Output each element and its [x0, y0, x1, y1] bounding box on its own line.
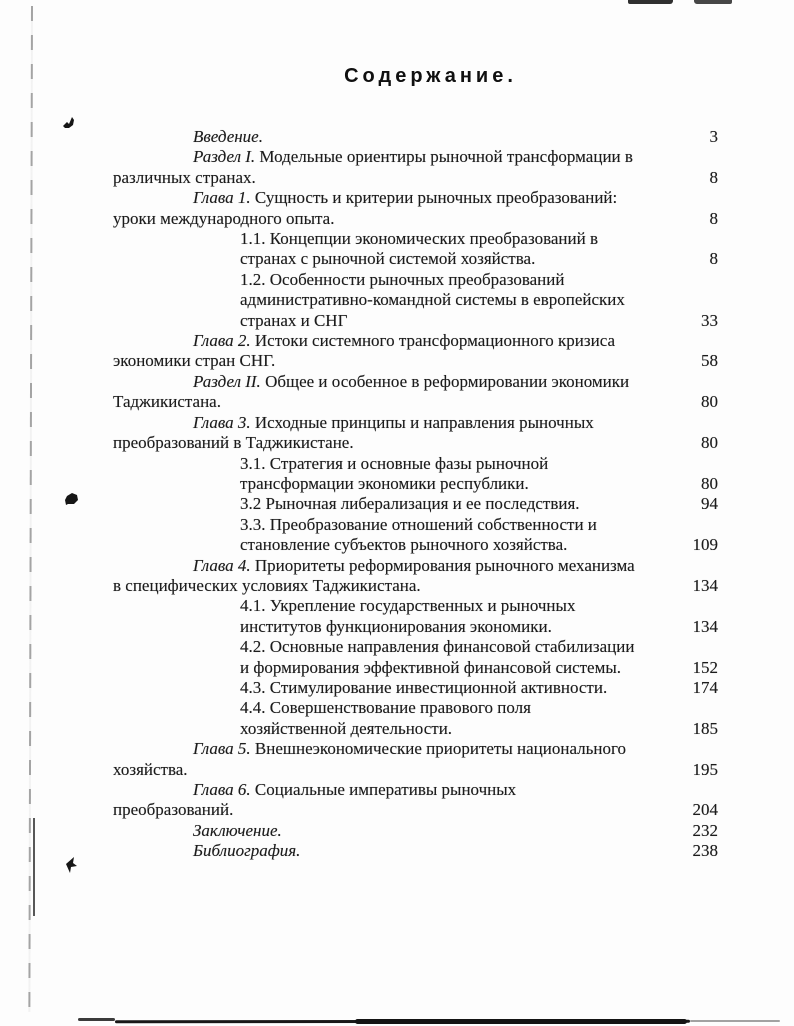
toc-entry [113, 331, 718, 372]
toc-entry-line: преобразований в Таджикистане. [113, 433, 354, 453]
toc-entry-line [113, 841, 718, 861]
table-of-contents [113, 127, 718, 862]
scan-left-edge-line-dark-segment [33, 818, 35, 916]
toc-entry-label: Библиография. [193, 841, 301, 861]
toc-entry-line: преобразований. [113, 800, 234, 820]
toc-entry-line: 1.1. Концепции экономических преобразований в [240, 229, 598, 249]
toc-entry-line: Глава 5. Внешнеэкономические приоритеты национального [193, 739, 627, 759]
toc-entry-line: в специфических условиях Таджикистана. [113, 575, 421, 595]
toc-entry [113, 637, 718, 678]
toc-entry-line: 3.3. Преобразование отношений собственности и [240, 514, 597, 534]
toc-entry-line: странах с рыночной системой хозяйства. [240, 249, 536, 269]
toc-page-number: 8 [709, 167, 718, 187]
toc-entry [113, 413, 718, 454]
toc-page-number: 238 [692, 841, 718, 861]
toc-page-number: 109 [692, 535, 718, 555]
toc-page-number: 8 [709, 208, 718, 228]
toc-entry-line: Раздел I. Модельные ориентиры рыночной трансформации в [193, 147, 633, 167]
toc-entry [113, 127, 718, 147]
toc-entry-line: Глава 1. Сущность и критерии рыночных преобразований: [193, 188, 618, 208]
toc-entry-label: Раздел II. [193, 371, 261, 391]
toc-entry [113, 270, 718, 331]
toc-entry-line: уроки международного опыта. [113, 208, 335, 228]
scan-bottom-dash [78, 1018, 115, 1021]
toc-page-number: 232 [692, 820, 718, 840]
toc-entry-label: Введение. [193, 127, 263, 146]
ink-blot-icon [64, 492, 79, 507]
toc-entry [113, 821, 718, 841]
toc-entry-line: административно-командной системы в европейских [240, 290, 625, 310]
toc-entry [113, 678, 718, 698]
toc-page-number: 134 [692, 575, 718, 595]
toc-entry-line: Глава 3. Исходные принципы и направления рыночных [193, 412, 594, 432]
toc-entry [113, 188, 718, 229]
toc-entry [113, 515, 718, 556]
toc-page-number: 152 [692, 657, 718, 677]
toc-entry [113, 698, 718, 739]
toc-entry-line: Глава 4. Приоритеты реформирования рыночного механизма [193, 555, 635, 575]
toc-entry-label: Заключение. [193, 820, 282, 840]
toc-entry-label: Глава 4. [193, 555, 251, 575]
toc-entry-line: Таджикистана. [113, 392, 221, 412]
toc-entry [113, 454, 718, 495]
ink-blot-icon [62, 116, 76, 130]
toc-page-number: 195 [692, 759, 718, 779]
toc-page-number: 58 [701, 351, 718, 371]
toc-entry [113, 780, 718, 821]
toc-page-number: 80 [701, 433, 718, 453]
toc-entry-line: 4.1. Укрепление государственных и рыночных [240, 596, 576, 616]
toc-page-number: 185 [692, 718, 718, 738]
scan-top-mark-2 [694, 0, 732, 4]
toc-entry-line: 3.1. Стратегия и основные фазы рыночной [240, 453, 549, 473]
toc-entry-line: хозяйства. [113, 759, 188, 779]
toc-entry-line: Глава 6. Социальные императивы рыночных [193, 780, 517, 799]
toc-entry-line: 4.2. Основные направления финансовой стабилизации [240, 637, 635, 657]
toc-entry-line: Глава 2. Истоки системного трансформационного кризиса [193, 331, 615, 351]
scan-bottom-line-thick-segment [355, 1019, 687, 1024]
toc-page-number: 204 [692, 800, 718, 820]
scan-top-mark-1 [628, 0, 673, 4]
toc-entry [113, 372, 718, 413]
toc-page-number: 80 [701, 392, 718, 412]
toc-entry-line: 1.2. Особенности рыночных преобразований [240, 269, 565, 289]
page-content [113, 64, 718, 862]
toc-entry [113, 556, 718, 597]
ink-blot-icon [64, 856, 78, 874]
page-title: Содержание. [344, 65, 517, 87]
toc-entry-label: Глава 6. [193, 780, 251, 799]
toc-page-number: 80 [701, 473, 718, 493]
toc-page-number: 3 [709, 127, 718, 146]
toc-entry-line: странах и СНГ [240, 310, 348, 330]
scan-bottom-line-tail [690, 1020, 780, 1022]
toc-entry-line: экономики стран СНГ. [113, 351, 276, 371]
toc-entry-line: институтов функционирования экономики. [240, 616, 552, 636]
toc-page-number: 174 [692, 677, 718, 697]
toc-entry [113, 229, 718, 270]
toc-entry-line [113, 821, 718, 841]
toc-entry-line: различных странах. [113, 167, 256, 187]
toc-entry-line [113, 127, 718, 147]
toc-page-number: 33 [701, 310, 718, 330]
toc-entry-line: 3.2 Рыночная либерализация и ее последствия. [240, 494, 580, 514]
toc-entry-line: становление субъектов рыночного хозяйства. [240, 535, 568, 555]
toc-entry-line: хозяйственной деятельности. [240, 718, 453, 738]
toc-entry-line: Раздел II. Общее и особенное в реформировании экономики [193, 371, 630, 391]
toc-entry-label: Глава 3. [193, 412, 251, 432]
toc-entry-label: Глава 5. [193, 739, 251, 759]
toc-entry [113, 494, 718, 514]
toc-entry [113, 147, 718, 188]
toc-page-number: 8 [709, 249, 718, 269]
toc-entry-line: 4.3. Стимулирование инвестиционной активности. [240, 677, 608, 697]
toc-entry [113, 841, 718, 861]
toc-entry-line: 4.4. Совершенствование правового поля [240, 698, 531, 718]
toc-entry-label: Глава 2. [193, 331, 251, 351]
toc-entry-line: трансформации экономики республики. [240, 473, 529, 493]
toc-entry-line: и формирования эффективной финансовой системы. [240, 657, 622, 677]
toc-entry [113, 596, 718, 637]
toc-page-number: 134 [692, 616, 718, 636]
toc-page-number: 94 [701, 494, 718, 514]
toc-entry-label: Глава 1. [193, 188, 251, 208]
toc-entry [113, 739, 718, 780]
toc-entry-label: Раздел I. [193, 147, 256, 167]
